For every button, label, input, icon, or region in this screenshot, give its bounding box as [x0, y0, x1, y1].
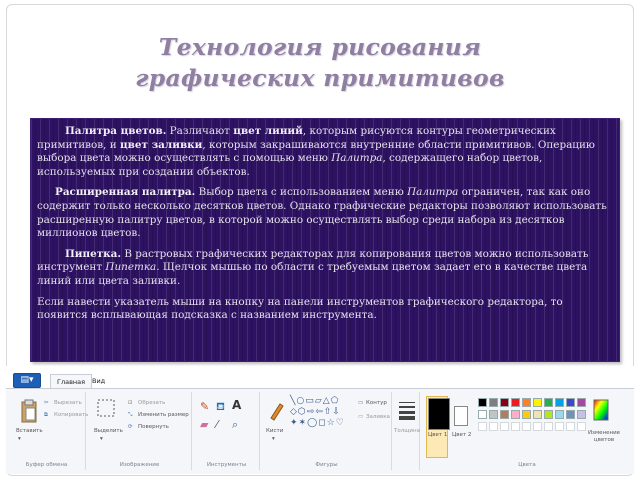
resize-button[interactable]: Изменить размер [138, 412, 189, 418]
copy-icon[interactable]: ⧉ [44, 412, 48, 418]
outline-icon[interactable]: ▭ [358, 400, 364, 406]
p1-text-d: , содержащего набор цветов, используемых при создании объектов. [37, 152, 543, 178]
color1-label: Цвет 1 [428, 432, 448, 438]
p3-text-b: Щелчок мышью по области с требуемым цветом задает его в качестве цвета линий или цвета заливки. [37, 261, 588, 287]
rotate-button[interactable]: Повернуть [138, 424, 169, 430]
text-tool-icon[interactable]: A [232, 398, 242, 412]
panel-text [37, 125, 615, 330]
select-icon[interactable] [96, 398, 116, 420]
palette-swatch-empty[interactable] [500, 422, 509, 431]
paste-icon[interactable] [20, 398, 38, 424]
brushes-button[interactable]: Кисти [266, 428, 284, 434]
palette-swatch[interactable] [566, 410, 575, 419]
term-eyedropper: Пипетка. [65, 247, 122, 260]
tab-home[interactable]: Главная [50, 374, 92, 388]
p2-italic: Палитра [407, 186, 459, 199]
p2-text-a: Выбор цвета с использованием меню [195, 186, 408, 199]
paragraph-tooltip: Если навести указатель мыши на кнопку на панели инструментов графического редактора, то появится всплывающая подсказка с названием инструмента. [37, 295, 563, 322]
palette-swatch[interactable] [544, 410, 553, 419]
outline-button[interactable]: Контур [366, 400, 387, 406]
slide-title [60, 32, 580, 94]
group-thickness [394, 392, 420, 470]
palette-swatch-empty[interactable] [478, 422, 487, 431]
p3-italic: Пипетка. [105, 261, 160, 274]
p1-italic: Палитра [331, 152, 383, 165]
palette-swatch[interactable] [577, 410, 586, 419]
fill-bucket-icon[interactable]: ⛾ [216, 400, 225, 413]
color2-swatch[interactable] [454, 406, 468, 426]
eyedropper-icon[interactable]: ⁄ [216, 418, 218, 431]
paste-button[interactable]: Вставить [16, 428, 43, 434]
palette-swatch[interactable] [522, 398, 531, 407]
palette-swatch[interactable] [533, 410, 542, 419]
rotate-icon[interactable]: ⟳ [128, 424, 133, 430]
p1-text-c: , которым закрашиваются внутренние области примитивов. Операцию выбора цвета можно осуществлять с помощью меню [37, 138, 595, 165]
title-line-1: Технология рисования [158, 33, 482, 61]
shapes-gallery[interactable]: ╲○▭▱△⬠ ◇⬡⇨⇦⇧⇩ ✦✶◯◻☆♡ [290, 396, 345, 428]
p2-text-b: ограничен, так как оно содержит только несколько десятков цветов. Однако графические редакторы позволяют использовать расширенную палитру цветов, в которой можно осуществлять выбор среди набора из десятков миллионов цветов. [37, 186, 607, 240]
color1-swatch[interactable] [428, 398, 450, 430]
palette-swatch[interactable] [522, 410, 531, 419]
palette-swatch-empty[interactable] [522, 422, 531, 431]
palette-swatch[interactable] [577, 398, 586, 407]
pencil-icon[interactable]: ✎ [200, 400, 210, 413]
palette-swatch-empty[interactable] [555, 422, 564, 431]
paint-ribbon [6, 366, 634, 474]
tools-group-label: Инструменты [206, 462, 247, 468]
paragraph-palette [37, 125, 615, 179]
group-image [88, 392, 192, 470]
group-clipboard [8, 392, 89, 470]
palette-swatch[interactable] [555, 398, 564, 407]
palette-swatch-empty[interactable] [489, 422, 498, 431]
thickness-icon[interactable] [398, 400, 416, 420]
paragraph-extended-palette [37, 186, 615, 240]
palette-swatch[interactable] [555, 410, 564, 419]
color2-label: Цвет 2 [452, 432, 472, 438]
term-extended-palette: Расширенная палитра. [55, 186, 196, 199]
copy-button[interactable]: Копировать [54, 412, 89, 418]
select-dropdown-icon[interactable]: ▾ [100, 436, 103, 442]
paragraph-eyedropper [37, 248, 615, 289]
palette-swatch-empty[interactable] [544, 422, 553, 431]
group-colors [422, 392, 632, 470]
palette-swatch-empty[interactable] [566, 422, 575, 431]
select-button[interactable]: Выделить [94, 428, 123, 434]
eraser-icon[interactable]: ▰ [200, 418, 209, 431]
shapes-group-label: Фигуры [315, 462, 338, 468]
tab-view[interactable]: Вид [92, 377, 106, 385]
edit-colors-button[interactable]: Изменение цветов [587, 430, 621, 443]
term-fill-color: цвет заливки [119, 138, 203, 151]
palette-swatch-empty[interactable] [511, 422, 520, 431]
palette-swatch[interactable] [566, 398, 575, 407]
edit-colors-icon[interactable] [592, 398, 610, 422]
term-palette: Палитра цветов. [65, 125, 167, 137]
brushes-dropdown-icon[interactable]: ▾ [272, 436, 275, 442]
p3-text-a: В растровых графических редакторах для копирования цветов можно использовать инструмент [37, 247, 589, 274]
crop-button[interactable]: Обрезать [138, 400, 166, 406]
crop-icon[interactable]: ⊡ [128, 400, 133, 406]
palette-swatch[interactable] [511, 398, 520, 407]
colors-group-label: Цвета [518, 462, 536, 468]
fill-button[interactable]: Заливка [366, 414, 390, 420]
palette-swatch[interactable] [500, 410, 509, 419]
cut-button[interactable]: Вырезать [54, 400, 82, 406]
resize-icon[interactable]: ⤡ [128, 412, 133, 418]
palette-swatch[interactable] [511, 410, 520, 419]
palette-swatch[interactable] [544, 398, 553, 407]
group-shapes [262, 392, 392, 470]
palette-swatch[interactable] [533, 398, 542, 407]
text-panel [30, 118, 620, 362]
palette-swatch-empty[interactable] [533, 422, 542, 431]
ribbon-body [6, 388, 634, 474]
group-tools [194, 392, 260, 470]
title-line-2: графических примитивов [135, 64, 505, 92]
palette-swatch[interactable] [478, 410, 487, 419]
palette-swatch[interactable] [478, 398, 487, 407]
image-group-label: Изображение [119, 462, 160, 468]
brushes-icon[interactable] [268, 398, 286, 422]
magnifier-icon[interactable]: ⌕ [232, 418, 239, 431]
fill-icon[interactable]: ▭ [358, 414, 364, 420]
menu-icon: ▤▾ [20, 375, 34, 385]
clipboard-group-label: Буфер обмена [25, 462, 68, 468]
thickness-button[interactable]: Толщина [394, 428, 420, 434]
palette-swatch[interactable] [500, 398, 509, 407]
p1-text-a: Различают [166, 125, 234, 137]
term-line-color: цвет линий [233, 125, 303, 137]
palette-swatch[interactable] [489, 398, 498, 407]
p1-text-b: , которым рисуются контуры геометрических примитивов, и [37, 125, 556, 151]
paste-dropdown-icon[interactable]: ▾ [18, 436, 21, 442]
palette-swatch[interactable] [489, 410, 498, 419]
file-menu-button[interactable] [13, 373, 41, 388]
cut-icon[interactable]: ✂ [44, 400, 49, 406]
